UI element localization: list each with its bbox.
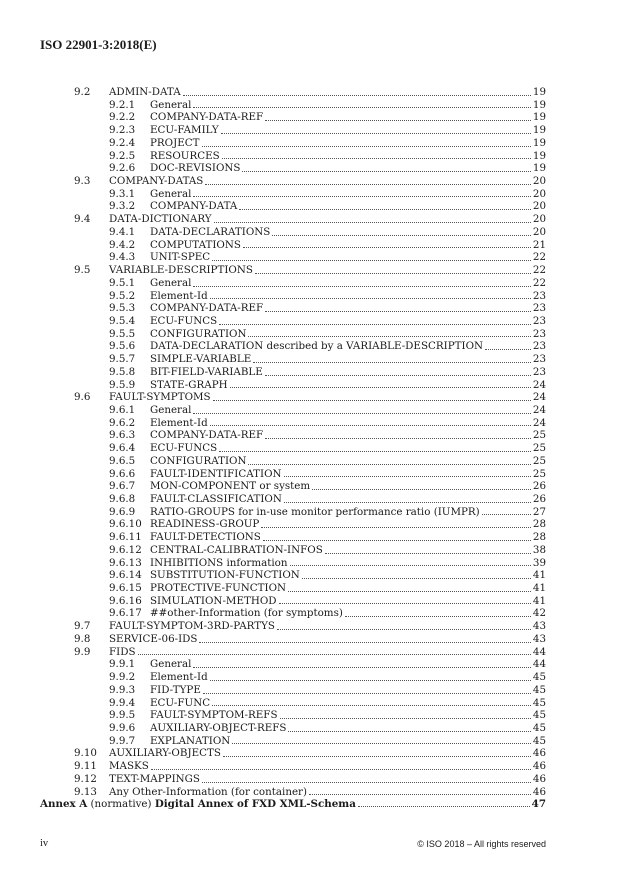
toc-entry[interactable]	[74, 137, 546, 150]
toc-section-title: FAULT-SYMPTOM-3RD-PARTYS	[109, 620, 275, 633]
toc-section-title: PROTECTIVE-FUNCTION	[150, 582, 287, 595]
toc-entry[interactable]	[74, 251, 546, 264]
toc-section-number: 9.3	[74, 175, 91, 188]
dot-leader	[213, 392, 531, 401]
dot-leader	[253, 354, 531, 363]
toc-entry[interactable]	[74, 735, 546, 748]
dot-leader	[248, 456, 530, 465]
toc-section-number: 9.4.1	[109, 225, 136, 238]
dot-leader	[272, 227, 531, 236]
toc-entry[interactable]	[74, 557, 546, 570]
dot-leader	[230, 379, 531, 388]
dot-leader	[482, 506, 531, 515]
toc-section-number: 9.5.7	[109, 353, 136, 366]
toc-entry[interactable]	[74, 697, 546, 710]
annex-qualifier: (normative)	[90, 798, 152, 810]
toc-entry[interactable]	[74, 671, 546, 684]
toc-section-number: 9.6.10	[109, 518, 142, 531]
dot-leader	[232, 735, 531, 744]
toc-section-number: 9.6.13	[109, 556, 142, 569]
toc-section-number: 9.10	[74, 747, 97, 760]
toc-page-number: 25	[532, 467, 546, 480]
toc-page-number: 23	[532, 289, 546, 302]
toc-page-number: 41	[532, 594, 546, 607]
toc-page-number: 20	[532, 200, 546, 213]
toc-section-number: 9.9.1	[109, 658, 136, 671]
toc-section-title: COMPANY-DATA-REF	[150, 429, 264, 442]
toc-section-number: 9.5.2	[109, 289, 136, 302]
toc-page-number: 22	[532, 276, 546, 289]
toc-section-title: FAULT-DETECTIONS	[150, 531, 261, 544]
toc-entry[interactable]	[74, 709, 546, 722]
toc-page-number: 23	[532, 314, 546, 327]
toc-entry[interactable]	[74, 417, 546, 430]
toc-section-title: General	[150, 276, 192, 289]
toc-section-title: FAULT-SYMPTOMS	[109, 391, 211, 404]
dot-leader	[203, 685, 531, 694]
dot-leader	[193, 278, 530, 287]
toc-section-number: 9.6.5	[109, 454, 136, 467]
toc-entry[interactable]	[74, 633, 546, 646]
toc-section-number: 9.2.3	[109, 124, 136, 137]
toc-entry[interactable]	[74, 531, 546, 544]
toc-page-number: 22	[532, 264, 546, 277]
toc-entry[interactable]	[74, 124, 546, 137]
toc-page-number: 20	[532, 175, 546, 188]
toc-section-number: 9.9.2	[109, 671, 136, 684]
dot-leader	[210, 417, 531, 426]
toc-section-title: CONFIGURATION	[150, 454, 247, 467]
annex-page-number: 47	[531, 798, 546, 810]
dot-leader	[358, 798, 530, 807]
toc-entry[interactable]	[74, 569, 546, 582]
toc-entry[interactable]	[74, 188, 546, 201]
toc-page-number: 42	[532, 607, 546, 620]
toc-entry[interactable]	[74, 582, 546, 595]
toc-entry-annex-a[interactable]	[40, 798, 546, 810]
toc-entry[interactable]	[74, 480, 546, 493]
dot-leader	[222, 150, 531, 159]
toc-section-title: General	[150, 658, 192, 671]
toc-section-number: 9.5	[74, 264, 91, 277]
toc-section-title: INHIBITIONS information	[150, 556, 288, 569]
toc-section-number: 9.11	[74, 760, 97, 773]
dot-leader	[210, 672, 531, 681]
toc-section-number: 9.6.7	[109, 480, 136, 493]
toc-section-title: READINESS-GROUP	[150, 518, 260, 531]
toc-page-number: 44	[532, 645, 546, 658]
dot-leader	[199, 634, 530, 643]
toc-section-title: COMPANY-DATAS	[109, 175, 204, 188]
toc-page-number: 45	[532, 709, 546, 722]
dot-leader	[288, 723, 530, 732]
toc-section-title: ECU-FUNC	[150, 696, 211, 709]
toc-section-title: COMPUTATIONS	[150, 238, 241, 251]
toc-section-title: Element-Id	[150, 289, 208, 302]
toc-section-number: 9.6.9	[109, 505, 136, 518]
toc-page-number: 20	[532, 187, 546, 200]
dot-leader	[219, 316, 531, 325]
toc-section-number: 9.12	[74, 772, 97, 785]
dot-leader	[223, 748, 531, 757]
toc-section-number: 9.9.3	[109, 683, 136, 696]
dot-leader	[214, 214, 531, 223]
toc-entry[interactable]	[74, 442, 546, 455]
dot-leader	[221, 125, 531, 134]
toc-section-number: 9.5.1	[109, 276, 136, 289]
dot-leader	[210, 290, 531, 299]
toc-page-number: 45	[532, 671, 546, 684]
toc-page-number: 45	[532, 721, 546, 734]
toc-entry[interactable]	[74, 646, 546, 659]
toc-entry[interactable]	[74, 264, 546, 277]
toc-section-number: 9.6.14	[109, 569, 142, 582]
toc-section-number: 9.2.2	[109, 111, 136, 124]
toc-section-title: Element-Id	[150, 416, 208, 429]
dot-leader	[312, 481, 531, 490]
dot-leader	[248, 328, 530, 337]
dot-leader	[279, 595, 531, 604]
page-number-footer: iv	[40, 838, 49, 849]
dot-leader	[265, 112, 531, 121]
toc-page-number: 45	[532, 683, 546, 696]
toc-page-number: 43	[532, 620, 546, 633]
toc-page-number: 39	[532, 556, 546, 569]
dot-leader	[325, 545, 531, 554]
toc-entry[interactable]	[74, 684, 546, 697]
dot-leader	[265, 303, 531, 312]
dot-leader	[485, 341, 531, 350]
toc-section-title: COMPANY-DATA	[150, 200, 238, 213]
toc-section-title: TEXT-MAPPINGS	[109, 772, 200, 785]
toc-page-number: 19	[532, 124, 546, 137]
toc-page-number: 46	[532, 747, 546, 760]
toc-entry[interactable]	[74, 391, 546, 404]
toc-entry[interactable]	[74, 747, 546, 760]
dot-leader	[193, 405, 530, 414]
toc-entry[interactable]	[74, 277, 546, 290]
toc-page-number: 45	[532, 734, 546, 747]
toc-section-title: DATA-DECLARATIONS	[150, 225, 271, 238]
toc-section-title: MON-COMPONENT or system	[150, 480, 311, 493]
dot-leader	[280, 710, 531, 719]
toc-page-number: 44	[532, 658, 546, 671]
dot-leader	[242, 163, 530, 172]
toc-section-title: BIT-FIELD-VARIABLE	[150, 365, 263, 378]
toc-section-title: ##other-Information (for symptoms)	[150, 607, 343, 620]
dot-leader	[138, 646, 531, 655]
toc-section-number: 9.9.7	[109, 734, 136, 747]
toc-entry[interactable]	[74, 468, 546, 481]
dot-leader	[345, 608, 531, 617]
toc-section-title: UNIT-SPEC	[150, 251, 211, 264]
document-id-header: ISO 22901-3:2018(E)	[40, 37, 157, 52]
toc-entry[interactable]	[74, 620, 546, 633]
toc-page-number: 19	[532, 149, 546, 162]
toc-section-title: General	[150, 403, 192, 416]
toc-section-title: SIMULATION-METHOD	[150, 594, 277, 607]
toc-section-number: 9.6.3	[109, 429, 136, 442]
toc-entry[interactable]	[74, 111, 546, 124]
toc-page-number: 27	[532, 505, 546, 518]
toc-page-number: 20	[532, 213, 546, 226]
dot-leader	[265, 430, 531, 439]
toc-section-title: FAULT-IDENTIFICATION	[150, 467, 282, 480]
dot-leader	[239, 201, 531, 210]
toc-section-title: General	[150, 98, 192, 111]
toc-section-title: CENTRAL-CALIBRATION-INFOS	[150, 543, 323, 556]
dot-leader	[202, 138, 531, 147]
toc-entry[interactable]	[74, 150, 546, 163]
toc-section-number: 9.9.6	[109, 721, 136, 734]
dot-leader	[183, 87, 531, 96]
toc-section-title: Any Other-Information (for container)	[109, 785, 307, 798]
toc-entry[interactable]	[74, 773, 546, 786]
toc-page-number: 41	[532, 569, 546, 582]
toc-section-number: 9.6.4	[109, 442, 136, 455]
toc-section-title: FAULT-CLASSIFICATION	[150, 493, 282, 505]
toc-section-number: 9.4	[74, 213, 91, 226]
toc-entry[interactable]	[74, 175, 546, 188]
dot-leader	[290, 557, 531, 566]
toc-section-number: 9.9.5	[109, 709, 136, 722]
toc-page-number: 19	[532, 86, 546, 98]
toc-section-title: CONFIGURATION	[150, 327, 247, 340]
toc-section-number: 9.7	[74, 620, 91, 633]
toc-page-number: 19	[532, 111, 546, 124]
toc-entry[interactable]	[74, 226, 546, 239]
dot-leader	[212, 697, 531, 706]
toc-page-number: 25	[532, 429, 546, 442]
toc-page-number: 26	[532, 480, 546, 493]
dot-leader	[309, 786, 531, 795]
toc-entry[interactable]	[74, 315, 546, 328]
toc-page-number: 26	[532, 493, 546, 505]
dot-leader	[219, 443, 531, 452]
dot-leader	[202, 774, 531, 783]
toc-section-number: 9.5.3	[109, 302, 136, 315]
toc-entry[interactable]	[74, 290, 546, 303]
toc-section-title: FID-TYPE	[150, 683, 201, 696]
toc-entry[interactable]	[74, 455, 546, 468]
toc-page-number: 24	[532, 416, 546, 429]
annex-label: Annex A	[40, 798, 88, 810]
dot-leader	[205, 176, 531, 185]
toc-entry[interactable]	[74, 302, 546, 315]
dot-leader	[284, 468, 531, 477]
toc-section-title: SIMPLE-VARIABLE	[150, 353, 252, 366]
toc-section-number: 9.2	[74, 86, 91, 98]
toc-section-number: 9.5.8	[109, 365, 136, 378]
toc-page-number: 43	[532, 632, 546, 645]
toc-section-title: DATA-DICTIONARY	[109, 213, 212, 226]
toc-page-number: 22	[532, 251, 546, 264]
toc-section-title: FAULT-SYMPTOM-REFS	[150, 709, 278, 722]
toc-section-number: 9.2.6	[109, 162, 136, 175]
toc-entry[interactable]	[74, 544, 546, 557]
toc-section-title: FIDS	[109, 645, 136, 658]
toc-page-number: 28	[532, 531, 546, 544]
copyright-footer: © ISO 2018 – All rights reserved	[417, 839, 546, 849]
toc-page-number: 46	[532, 760, 546, 773]
toc-page-number: 41	[532, 582, 546, 595]
toc-page-number: 19	[532, 98, 546, 111]
toc-section-number: 9.4.2	[109, 238, 136, 251]
toc-page-number: 38	[532, 543, 546, 556]
toc-entry[interactable]	[74, 213, 546, 226]
toc-section-title: AUXILIARY-OBJECT-REFS	[150, 721, 287, 734]
dot-leader	[265, 367, 531, 376]
toc-section-title: PROJECT	[150, 136, 200, 149]
toc-section-number: 9.9.4	[109, 696, 136, 709]
toc-section-number: 9.6.11	[109, 531, 142, 544]
toc-section-title: DOC-REVISIONS	[150, 162, 241, 175]
dot-leader	[193, 188, 530, 197]
toc-section-number: 9.6	[74, 391, 91, 404]
toc-page-number: 23	[532, 302, 546, 315]
toc-entry[interactable]	[74, 200, 546, 213]
toc-entry[interactable]	[74, 328, 546, 341]
toc-page-number: 25	[532, 442, 546, 455]
toc-page-number: 46	[532, 785, 546, 798]
toc-section-title: COMPANY-DATA-REF	[150, 111, 264, 124]
toc-section-number: 9.6.8	[109, 493, 136, 505]
toc-entry[interactable]	[74, 379, 546, 392]
toc-entry[interactable]	[74, 506, 546, 519]
toc-section-title: SUBSTITUTION-FUNCTION	[150, 569, 300, 582]
toc-entry[interactable]	[74, 404, 546, 417]
toc-section-title: ECU-FUNCS	[150, 314, 218, 327]
table-of-contents	[74, 86, 546, 798]
dot-leader	[151, 761, 531, 770]
toc-section-number: 9.3.1	[109, 187, 136, 200]
dot-leader	[263, 532, 531, 541]
dot-leader	[255, 265, 531, 274]
toc-entry[interactable]	[74, 607, 546, 620]
toc-entry[interactable]	[74, 99, 546, 112]
toc-section-number: 9.2.4	[109, 136, 136, 149]
dot-leader	[212, 252, 531, 261]
toc-section-number: 9.6.2	[109, 416, 136, 429]
toc-section-number: 9.2.1	[109, 98, 136, 111]
toc-section-number: 9.3.2	[109, 200, 136, 213]
toc-entry[interactable]	[74, 658, 546, 671]
toc-page-number: 21	[532, 238, 546, 251]
toc-page-number: 24	[532, 391, 546, 404]
toc-section-title: EXPLANATION	[150, 734, 231, 747]
dot-leader	[243, 239, 531, 248]
toc-section-number: 9.6.16	[109, 594, 142, 607]
dot-leader	[277, 621, 531, 630]
toc-section-title: ECU-FUNCS	[150, 442, 218, 455]
annex-title: Digital Annex of FXD XML-Schema	[154, 798, 356, 810]
toc-section-title: COMPANY-DATA-REF	[150, 302, 264, 315]
toc-page-number: 19	[532, 136, 546, 149]
toc-page-number: 45	[532, 696, 546, 709]
toc-entry[interactable]	[74, 366, 546, 379]
toc-section-title: VARIABLE-DESCRIPTIONS	[109, 264, 253, 277]
toc-entry[interactable]	[74, 353, 546, 366]
toc-section-title: RATIO-GROUPS for in-use monitor performance ratio (IUMPR)	[150, 505, 480, 518]
toc-entry[interactable]	[74, 760, 546, 773]
dot-leader	[284, 494, 531, 503]
toc-section-number: 9.5.5	[109, 327, 136, 340]
toc-page-number: 23	[532, 327, 546, 340]
toc-page-number: 24	[532, 403, 546, 416]
dot-leader	[288, 583, 531, 592]
toc-section-number: 9.13	[74, 785, 97, 798]
toc-page-number: 23	[532, 353, 546, 366]
toc-section-title: ADMIN-DATA	[109, 86, 181, 98]
toc-entry[interactable]	[74, 786, 546, 799]
toc-section-title: General	[150, 187, 192, 200]
toc-page-number: 23	[532, 365, 546, 378]
toc-page-number: 46	[532, 772, 546, 785]
toc-section-number: 9.5.9	[109, 378, 136, 391]
toc-section-title: DATA-DECLARATION described by a VARIABLE-DESCRIPTION	[150, 340, 484, 353]
dot-leader	[193, 99, 530, 108]
toc-entry[interactable]	[74, 595, 546, 608]
toc-page-number: 24	[532, 378, 546, 391]
toc-section-title: Element-Id	[150, 671, 208, 684]
toc-section-number: 9.6.12	[109, 543, 142, 556]
toc-section-number: 9.6.17	[109, 607, 142, 620]
toc-entry[interactable]	[74, 239, 546, 252]
toc-entry[interactable]	[74, 340, 546, 353]
dot-leader	[193, 659, 530, 668]
toc-section-number: 9.5.4	[109, 314, 136, 327]
toc-page-number: 25	[532, 454, 546, 467]
toc-section-number: 9.8	[74, 632, 91, 645]
toc-entry[interactable]	[74, 162, 546, 175]
toc-section-title: AUXILIARY-OBJECTS	[109, 747, 221, 760]
dot-leader	[302, 570, 531, 579]
toc-entry[interactable]	[74, 429, 546, 442]
toc-page-number: 28	[532, 518, 546, 531]
toc-page-number: 20	[532, 225, 546, 238]
toc-section-number: 9.4.3	[109, 251, 136, 264]
toc-entry[interactable]	[74, 722, 546, 735]
toc-entry[interactable]	[74, 518, 546, 531]
dot-leader	[261, 519, 531, 528]
toc-section-title: RESOURCES	[150, 149, 220, 162]
toc-section-number: 9.6.1	[109, 403, 136, 416]
toc-page-number: 19	[532, 162, 546, 175]
toc-entry[interactable]	[74, 86, 546, 99]
toc-section-number: 9.5.6	[109, 340, 136, 353]
toc-page-number: 23	[532, 340, 546, 353]
toc-section-title: ECU-FAMILY	[150, 124, 219, 137]
toc-section-title: STATE-GRAPH	[150, 378, 228, 391]
toc-section-number: 9.9	[74, 645, 91, 658]
toc-section-number: 9.2.5	[109, 149, 136, 162]
toc-section-number: 9.6.15	[109, 582, 142, 595]
toc-entry[interactable]	[74, 493, 546, 506]
toc-section-title: MASKS	[109, 760, 149, 773]
toc-section-title: SERVICE-06-IDS	[109, 632, 198, 645]
toc-section-number: 9.6.6	[109, 467, 136, 480]
